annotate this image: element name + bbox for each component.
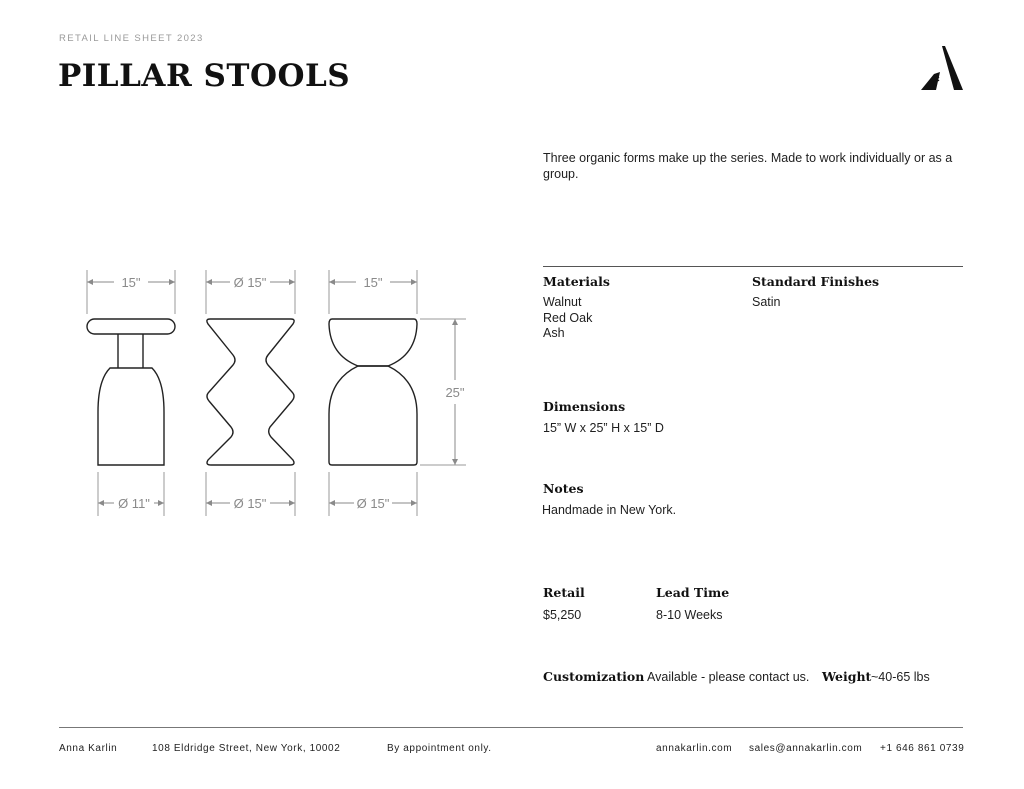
brand-logo-icon [918, 44, 966, 92]
stool-technical-drawing [70, 262, 480, 522]
finish-item: Satin [752, 295, 781, 309]
customization-label: Customization [543, 669, 645, 684]
dim-top-right: 15" [363, 275, 383, 290]
dimensions-value: 15” W x 25” H x 15” D [543, 421, 664, 435]
dim-bottom-right: Ø 15" [356, 496, 390, 511]
footer-phone[interactable]: +1 646 861 0739 [880, 743, 965, 754]
lead-time-value: 8-10 Weeks [656, 608, 723, 622]
specs-divider [543, 266, 963, 267]
stool-outline-middle [207, 319, 294, 465]
footer-divider [59, 727, 963, 728]
notes-value: Handmade in New York. [542, 503, 677, 517]
footer-email-link[interactable]: sales@annakarlin.com [749, 743, 863, 754]
material-item: Walnut [543, 295, 582, 309]
materials-list [543, 295, 592, 342]
material-item: Ash [543, 326, 565, 340]
retail-label: Retail [543, 585, 585, 600]
dimensions-label: Dimensions [543, 399, 626, 414]
dim-bottom-left: Ø 11" [118, 496, 150, 511]
product-description: Three organic forms make up the series. Made to work individually or as a group. [543, 151, 953, 181]
dim-bottom-middle: Ø 15" [233, 496, 267, 511]
customization-value: Available - please contact us. [647, 670, 810, 684]
footer-brand-name: Anna Karlin [59, 743, 118, 754]
dim-height: 25" [445, 385, 465, 400]
dim-top-middle: Ø 15" [233, 275, 267, 290]
retail-price: $5,250 [543, 608, 582, 622]
weight-value: ~40-65 lbs [871, 670, 930, 684]
weight-label: Weight [822, 669, 872, 684]
footer-address: 108 Eldridge Street, New York, 10002 [152, 743, 341, 754]
stool-outline-left [87, 319, 175, 465]
page-title: PILLAR STOOLS [58, 58, 351, 94]
notes-label: Notes [543, 481, 584, 496]
footer-website-link[interactable]: annakarlin.com [656, 743, 733, 754]
footer-appointment: By appointment only. [387, 743, 492, 754]
lead-time-label: Lead Time [656, 585, 730, 600]
material-item: Red Oak [543, 310, 593, 325]
materials-label: Materials [543, 274, 610, 289]
dim-top-left: 15" [121, 275, 141, 290]
stool-outline-right [329, 319, 417, 465]
finishes-label: Standard Finishes [752, 274, 880, 289]
line-sheet-eyebrow: RETAIL LINE SHEET 2023 [59, 33, 204, 44]
